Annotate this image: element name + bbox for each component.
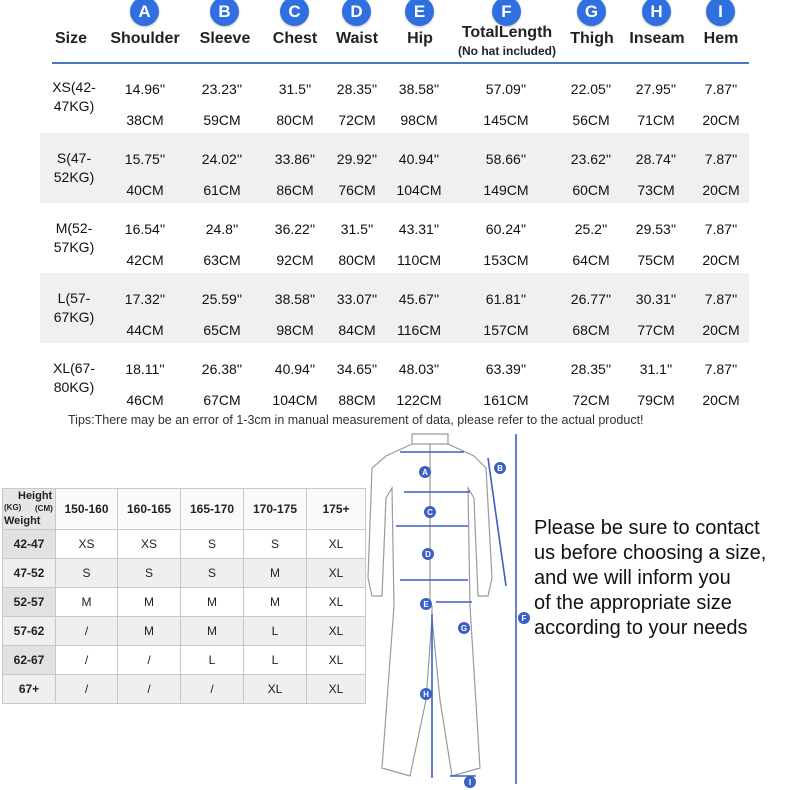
- cm-value-cell: 20CM: [702, 182, 740, 198]
- grid-size-cell: L: [244, 646, 307, 675]
- grid-size-cell: M: [244, 588, 307, 617]
- cm-value-cell: 71CM: [637, 112, 675, 128]
- header-inseam: Inseam: [629, 30, 685, 47]
- cm-value-cell: 145CM: [483, 112, 529, 128]
- grid-size-cell: XL: [307, 530, 366, 559]
- grid-corner: [3, 489, 56, 530]
- cm-value-cell: 110CM: [396, 252, 442, 268]
- inch-value-cell: 25.2'': [574, 221, 608, 237]
- cm-value-cell: 60CM: [572, 182, 610, 198]
- grid-size-cell: M: [56, 588, 118, 617]
- inch-value-cell: 14.96'': [124, 81, 166, 97]
- size-label-xl: [44, 359, 104, 397]
- grid-height-header: 160-165: [118, 489, 181, 530]
- header-shoulder: Shoulder: [110, 30, 180, 47]
- grid-height-header: 165-170: [181, 489, 244, 530]
- badge-total-length: F: [492, 0, 521, 26]
- badge-chest: C: [280, 0, 309, 26]
- cm-value-cell: 68CM: [572, 322, 610, 338]
- grid-weight-cell: 62-67: [3, 646, 56, 675]
- size-label-line: M(52-: [55, 220, 93, 236]
- cm-value-cell: 56CM: [572, 112, 610, 128]
- corner-height-label: Height: [18, 490, 53, 502]
- inch-value-cell: 7.87'': [704, 291, 738, 307]
- inch-value-cell: 63.39'': [485, 361, 527, 377]
- inch-value-cell: 22.05'': [570, 81, 612, 97]
- cm-value-cell: 84CM: [338, 322, 376, 338]
- note-line: and we will inform you: [534, 567, 731, 589]
- inch-value-cell: 26.38'': [201, 361, 243, 377]
- size-label-line: XS(42-: [52, 79, 96, 95]
- inch-value-cell: 23.62'': [570, 151, 612, 167]
- cm-value-cell: 149CM: [483, 182, 529, 198]
- inch-value-cell: 29.53'': [635, 221, 677, 237]
- cm-value-cell: 75CM: [637, 252, 675, 268]
- grid-size-cell: M: [181, 617, 244, 646]
- size-label-line: 52KG): [53, 169, 95, 185]
- cm-value-cell: 67CM: [203, 392, 241, 408]
- grid-size-cell: L: [181, 646, 244, 675]
- header-waist: Waist: [335, 30, 379, 47]
- grid-size-cell: XL: [307, 617, 366, 646]
- inch-value-cell: 33.86'': [274, 151, 316, 167]
- corner-kg-label: (KG): [4, 503, 22, 512]
- header-chest: Chest: [272, 30, 318, 47]
- size-label-l: [44, 289, 104, 327]
- contact-note: [534, 516, 766, 641]
- grid-size-cell: L: [244, 617, 307, 646]
- grid-row: [3, 559, 366, 588]
- sleeve-line: [488, 458, 506, 586]
- cm-value-cell: 38CM: [126, 112, 164, 128]
- diagram-marker: G: [460, 624, 468, 633]
- note-line: according to your needs: [534, 617, 748, 639]
- cm-value-cell: 64CM: [572, 252, 610, 268]
- grid-size-cell: XL: [244, 675, 307, 704]
- grid-row: [3, 617, 366, 646]
- grid-size-cell: M: [181, 588, 244, 617]
- inch-value-cell: 38.58'': [274, 291, 316, 307]
- inch-value-cell: 36.22'': [274, 221, 316, 237]
- diagram-marker: B: [497, 464, 503, 473]
- cm-value-cell: 20CM: [702, 112, 740, 128]
- size-label-s: [44, 149, 104, 187]
- inch-value-cell: 24.8'': [205, 221, 239, 237]
- badge-hem: I: [706, 0, 735, 26]
- diagram-marker: D: [425, 550, 431, 559]
- grid-size-cell: /: [56, 617, 118, 646]
- inch-value-cell: 61.81'': [485, 291, 527, 307]
- grid-weight-cell: 42-47: [3, 530, 56, 559]
- grid-size-cell: XL: [307, 588, 366, 617]
- grid-row: [3, 588, 366, 617]
- cm-value-cell: 44CM: [126, 322, 164, 338]
- inch-value-cell: 60.24'': [485, 221, 527, 237]
- header-hem: Hem: [703, 30, 739, 47]
- corner-cm-label: (CM): [35, 504, 53, 513]
- grid-size-cell: M: [118, 588, 181, 617]
- size-label-m: [44, 219, 104, 257]
- corner-weight-label: Weight: [4, 515, 41, 527]
- grid-size-cell: /: [118, 675, 181, 704]
- cm-value-cell: 63CM: [203, 252, 241, 268]
- grid-weight-cell: 57-62: [3, 617, 56, 646]
- grid-size-cell: XL: [307, 675, 366, 704]
- cm-value-cell: 86CM: [276, 182, 314, 198]
- grid-size-cell: /: [56, 675, 118, 704]
- badge-shoulder: A: [130, 0, 159, 26]
- badge-sleeve: B: [210, 0, 239, 26]
- inch-value-cell: 23.23'': [201, 81, 243, 97]
- grid-size-cell: XS: [56, 530, 118, 559]
- size-label-line: 67KG): [53, 309, 95, 325]
- measurement-lines: [396, 434, 516, 784]
- inch-value-cell: 57.09'': [485, 81, 527, 97]
- inch-value-cell: 25.59'': [201, 291, 243, 307]
- header-total-length-note: (No hat included): [458, 44, 556, 58]
- inch-value-cell: 31.5'': [340, 221, 374, 237]
- inch-value-cell: 27.95'': [635, 81, 677, 97]
- cm-value-cell: 72CM: [338, 112, 376, 128]
- grid-size-cell: /: [56, 646, 118, 675]
- grid-size-cell: S: [244, 530, 307, 559]
- grid-weight-cell: 67+: [3, 675, 56, 704]
- badge-waist: D: [342, 0, 371, 26]
- diagram-marker: A: [422, 468, 428, 477]
- inch-value-cell: 26.77'': [570, 291, 612, 307]
- size-label-xs: [44, 78, 104, 116]
- grid-size-cell: S: [181, 559, 244, 588]
- inch-value-cell: 7.87'': [704, 151, 738, 167]
- diagram-marker: H: [423, 690, 429, 699]
- inch-value-cell: 7.87'': [704, 361, 738, 377]
- cm-value-cell: 98CM: [400, 112, 438, 128]
- grid-weight-cell: 47-52: [3, 559, 56, 588]
- grid-height-header: 175+: [307, 489, 366, 530]
- size-label-line: S(47-: [56, 150, 92, 166]
- grid-size-cell: S: [56, 559, 118, 588]
- header-total-length: TotalLength: [461, 24, 553, 41]
- tips-text: Tips:There may be an error of 1-3cm in manual measurement of data, please refer to the actual product!: [68, 413, 644, 427]
- cm-value-cell: 73CM: [637, 182, 675, 198]
- header-sleeve: Sleeve: [199, 30, 251, 47]
- grid-size-cell: M: [118, 617, 181, 646]
- note-line: Please be sure to contact: [534, 517, 760, 539]
- inch-value-cell: 45.67'': [398, 291, 440, 307]
- cm-value-cell: 153CM: [483, 252, 529, 268]
- grid-size-cell: XS: [118, 530, 181, 559]
- grid-height-header: 150-160: [56, 489, 118, 530]
- cm-value-cell: 76CM: [338, 182, 376, 198]
- cm-value-cell: 20CM: [702, 322, 740, 338]
- cm-value-cell: 40CM: [126, 182, 164, 198]
- inch-value-cell: 24.02'': [201, 151, 243, 167]
- badge-thigh: G: [577, 0, 606, 26]
- header-hip: Hip: [407, 30, 433, 47]
- size-label-line: XL(67-: [52, 360, 96, 376]
- size-label-line: 47KG): [53, 98, 95, 114]
- badge-inseam: H: [642, 0, 671, 26]
- grid-size-cell: S: [118, 559, 181, 588]
- size-label-line: 80KG): [53, 379, 95, 395]
- grid-size-cell: XL: [307, 646, 366, 675]
- inch-value-cell: 17.32'': [124, 291, 166, 307]
- inch-value-cell: 40.94'': [274, 361, 316, 377]
- garment-diagram: [360, 428, 535, 790]
- size-label-line: 57KG): [53, 239, 95, 255]
- cm-value-cell: 98CM: [276, 322, 314, 338]
- cm-value-cell: 122CM: [396, 392, 442, 408]
- cm-value-cell: 20CM: [702, 392, 740, 408]
- diagram-marker: F: [521, 614, 527, 623]
- grid-row: [3, 646, 366, 675]
- inch-value-cell: 31.5'': [278, 81, 312, 97]
- inch-value-cell: 40.94'': [398, 151, 440, 167]
- cm-value-cell: 80CM: [338, 252, 376, 268]
- cm-value-cell: 104CM: [272, 392, 318, 408]
- grid-height-header: 170-175: [244, 489, 307, 530]
- grid-row: [3, 675, 366, 704]
- cm-value-cell: 161CM: [483, 392, 529, 408]
- grid-header-row: [3, 489, 366, 530]
- grid-size-cell: S: [181, 530, 244, 559]
- diagram-marker: E: [423, 600, 429, 609]
- cm-value-cell: 116CM: [396, 322, 442, 338]
- inch-value-cell: 15.75'': [124, 151, 166, 167]
- cm-value-cell: 20CM: [702, 252, 740, 268]
- header-rule: [52, 62, 749, 64]
- inch-value-cell: 28.74'': [635, 151, 677, 167]
- cm-value-cell: 157CM: [483, 322, 529, 338]
- diagram-marker: C: [427, 508, 433, 517]
- inch-value-cell: 33.07'': [336, 291, 378, 307]
- cm-value-cell: 65CM: [203, 322, 241, 338]
- inch-value-cell: 31.1'': [639, 361, 673, 377]
- grid-row: [3, 530, 366, 559]
- inch-value-cell: 18.11'': [125, 361, 165, 377]
- inch-value-cell: 43.31'': [398, 221, 440, 237]
- grid-size-cell: XL: [307, 559, 366, 588]
- cm-value-cell: 46CM: [126, 392, 164, 408]
- inch-value-cell: 28.35'': [570, 361, 612, 377]
- inch-value-cell: 48.03'': [398, 361, 440, 377]
- inch-value-cell: 7.87'': [704, 221, 738, 237]
- inch-value-cell: 58.66'': [485, 151, 527, 167]
- cm-value-cell: 42CM: [126, 252, 164, 268]
- inch-value-cell: 28.35'': [336, 81, 378, 97]
- grid-size-cell: /: [181, 675, 244, 704]
- inch-value-cell: 38.58'': [398, 81, 440, 97]
- inch-value-cell: 30.31'': [635, 291, 677, 307]
- cm-value-cell: 72CM: [572, 392, 610, 408]
- badge-hip: E: [405, 0, 434, 26]
- inch-value-cell: 29.92'': [336, 151, 378, 167]
- inch-value-cell: 34.65'': [336, 361, 378, 377]
- grid-weight-cell: 52-57: [3, 588, 56, 617]
- cm-value-cell: 61CM: [203, 182, 241, 198]
- diagram-marker: I: [468, 778, 472, 787]
- size-recommendation-grid: [2, 488, 366, 704]
- inch-value-cell: 7.87'': [704, 81, 738, 97]
- grid-size-cell: /: [118, 646, 181, 675]
- cm-value-cell: 59CM: [203, 112, 241, 128]
- grid-size-cell: M: [244, 559, 307, 588]
- inch-value-cell: 16.54'': [124, 221, 166, 237]
- cm-value-cell: 88CM: [338, 392, 376, 408]
- size-header: Size: [54, 30, 87, 47]
- note-line: us before choosing a size,: [534, 542, 767, 564]
- cm-value-cell: 104CM: [396, 182, 442, 198]
- size-label-line: L(57-: [57, 290, 91, 306]
- note-line: of the appropriate size: [534, 592, 732, 614]
- header-thigh: Thigh: [570, 30, 614, 47]
- cm-value-cell: 79CM: [637, 392, 675, 408]
- cm-value-cell: 80CM: [276, 112, 314, 128]
- cm-value-cell: 77CM: [637, 322, 675, 338]
- cm-value-cell: 92CM: [276, 252, 314, 268]
